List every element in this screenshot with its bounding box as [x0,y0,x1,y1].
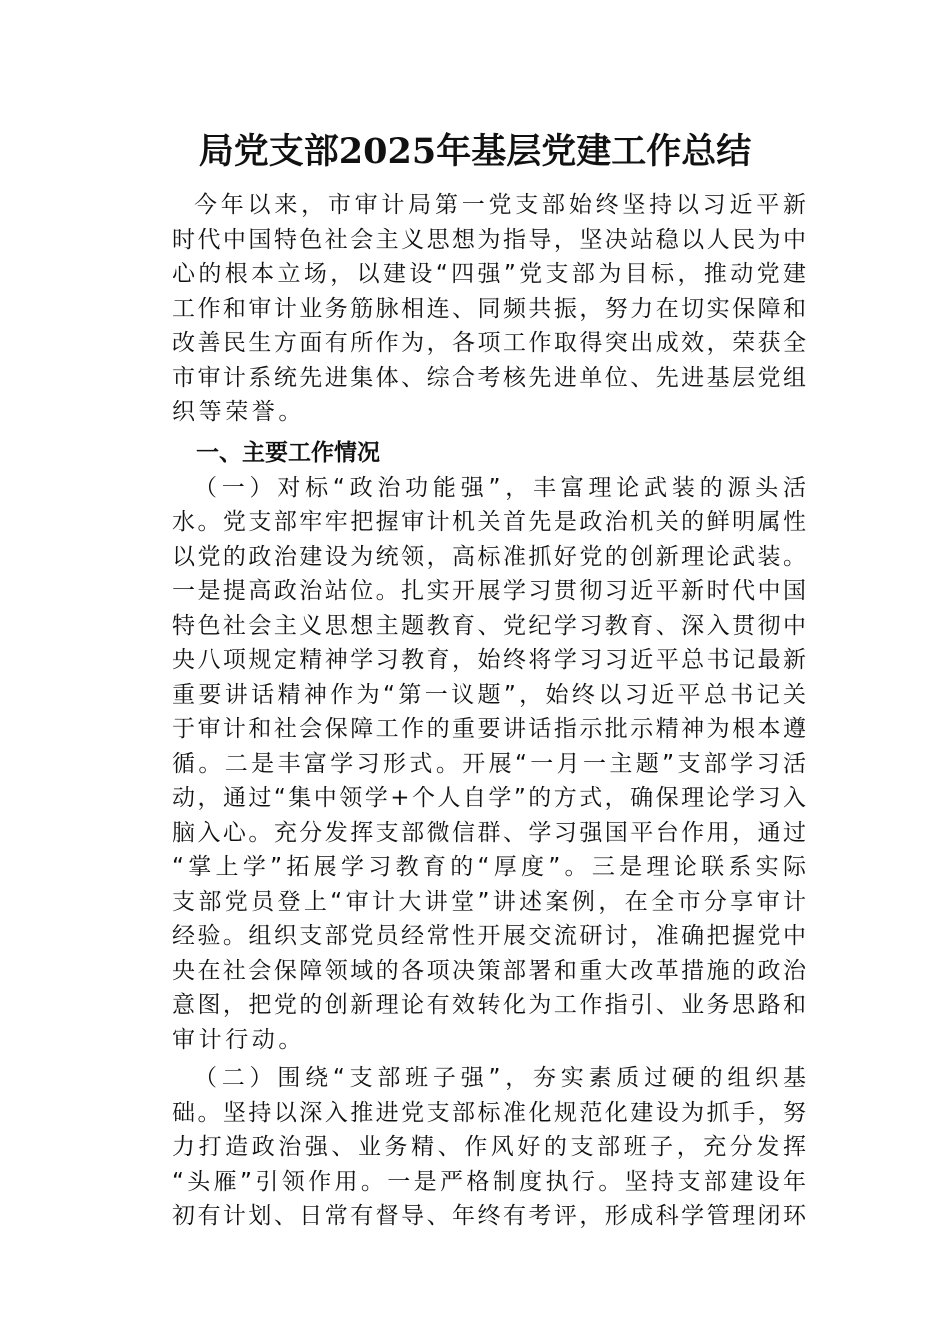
section-2-paragraph [172,1061,806,1234]
text-line: 动，通过“集中领学+个人自学”的方式，确保理论学习入 [172,785,806,811]
text-line: 经验。组织支部党员经常性开展交流研讨，准确把握党中 [172,923,806,949]
text-line: 意图，把党的创新理论有效转化为工作指引、业务思路和 [172,992,806,1018]
intro-paragraph [172,188,806,430]
text-line: 央在社会保障领域的各项决策部署和重大改革措施的政治 [172,957,806,984]
text-line: 支部党员登上“审计大讲堂”讲述案例，在全市分享审计 [172,888,806,915]
text-line: 以党的政治建设为统领，高标准抓好党的创新理论武装。 [172,543,806,570]
text-line: 央八项规定精神学习教育，始终将学习习近平总书记最新 [172,647,806,673]
section-1-paragraph [172,471,806,1058]
text-line: 脑入心。充分发挥支部微信群、学习强国平台作用，通过 [172,819,806,846]
text-line: 特色社会主义思想主题教育、党纪学习教育、深入贯彻中 [172,612,806,639]
text-line: 础。坚持以深入推进党支部标准化规范化建设为抓手，努 [172,1099,806,1126]
text-line: 心的根本立场，以建设“四强”党支部为目标，推动党建 [172,261,806,287]
text-line: 工作和审计业务筋脉相连、同频共振，努力在切实保障和 [172,295,806,322]
text-line: 时代中国特色社会主义思想为指导，坚决站稳以人民为中 [172,226,806,253]
section-heading: 一、主要工作情况 [196,439,380,466]
text-line: 织等荣誉。 [172,399,305,425]
text-line: 审计行动。 [172,1026,305,1053]
text-line: “掌上学”拓展学习教育的“厚度”。三是理论联系实际 [172,854,806,880]
text-line: 市审计系统先进集体、综合考核先进单位、先进基层党组 [172,364,806,391]
text-line: 一是提高政治站位。扎实开展学习贯彻习近平新时代中国 [172,578,806,604]
text-line: 力打造政治强、业务精、作风好的支部班子，充分发挥 [172,1134,806,1160]
text-line: 循。二是丰富学习形式。开展“一月一主题”支部学习活 [172,750,806,777]
document-title: 局党支部2025年基层党建工作总结 [198,131,752,172]
text-line: （二）围绕“支部班子强”，夯实素质过硬的组织基 [194,1065,806,1091]
text-line: （一）对标“政治功能强”，丰富理论武装的源头活 [194,474,806,501]
text-line: 水。党支部牢牢把握审计机关首先是政治机关的鲜明属性 [172,509,806,535]
text-line: “头雁”引领作用。一是严格制度执行。坚持支部建设年 [172,1168,806,1195]
text-line: 改善民生方面有所作为，各项工作取得突出成效，荣获全 [172,330,806,356]
document-body [172,188,806,1238]
text-line: 初有计划、日常有督导、年终有考评，形成科学管理闭环 [172,1203,806,1229]
text-line: 重要讲话精神作为“第一议题”，始终以习近平总书记关 [172,681,806,708]
text-line: 今年以来，市审计局第一党支部始终坚持以习近平新 [194,192,806,218]
text-line: 于审计和社会保障工作的重要讲话指示批示精神为根本遵 [172,716,806,742]
